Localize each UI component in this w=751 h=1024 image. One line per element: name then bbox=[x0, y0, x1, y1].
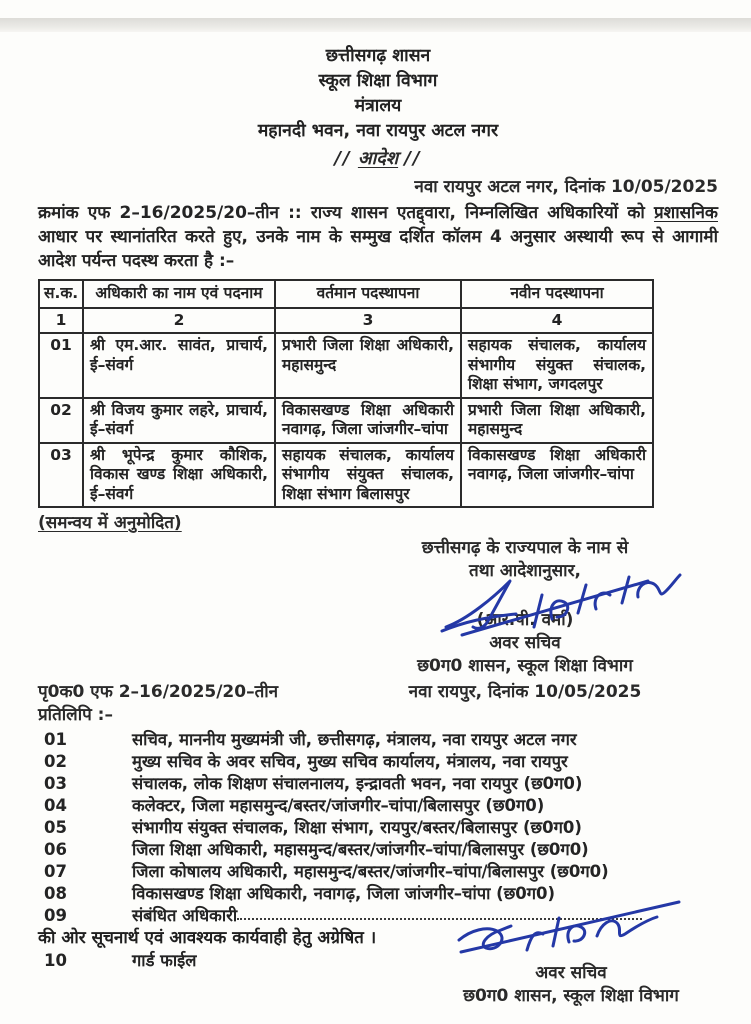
list-item: 04 कलेक्टर, जिला महासमुन्द/बस्तर/जांजगीर–चांपा/बिलासपुर (छ0ग0) bbox=[44, 796, 545, 815]
underlined-word: प्रशासनिक bbox=[653, 203, 718, 223]
authority-line-1: छत्तीसगढ़ के राज्यपाल के नाम से bbox=[421, 538, 629, 558]
table-row bbox=[39, 398, 653, 443]
header-new-posting: नवीन पदस्थापना bbox=[461, 280, 653, 308]
reference-number: क्रमांक एफ 2–16/2025/20–तीन :: bbox=[38, 203, 302, 223]
signature-block-2 bbox=[431, 888, 711, 1008]
signature-ink-2 bbox=[451, 888, 691, 966]
signatory-department: छ0ग0 शासन, स्कूल शिक्षा विभाग bbox=[463, 986, 679, 1006]
row-sno: 03 bbox=[39, 443, 83, 508]
row-new-posting: प्रभारी जिला शिक्षा अधिकारी, महासमुन्द bbox=[461, 398, 653, 443]
row-officer-name: श्री विजय कुमार लहरे, प्राचार्य, ई–संवर्ग bbox=[83, 398, 275, 443]
order-title: // आदेश // bbox=[334, 148, 422, 169]
signatory-department: छ0ग0 शासन, स्कूल शिक्षा विभाग bbox=[417, 656, 633, 676]
signatory-designation: अवर सचिव bbox=[489, 633, 561, 653]
department-name: स्कूल शिक्षा विभाग bbox=[318, 71, 438, 91]
list-item: 06 जिला शिक्षा अधिकारी, महासमुन्द/बस्तर/जांजगीर–चांपा/बिलासपुर (छ0ग0) bbox=[44, 840, 589, 859]
row-current-posting: सहायक संचालक, कार्यालय संभागीय संयुक्त संचालक, शिक्षा संभाग बिलासपुर bbox=[275, 443, 461, 508]
row-sno: 01 bbox=[39, 333, 83, 398]
list-item: 08 विकासखण्ड शिक्षा अधिकारी, नवागढ़, जिला जांजगीर–चांपा (छ0ग0) bbox=[44, 884, 556, 903]
list-item: 07 जिला कोषालय अधिकारी, महासमुन्द/बस्तर/जांजगीर–चांपा/बिलासपुर (छ0ग0) bbox=[44, 862, 609, 881]
list-item: 01 सचिव, माननीय मुख्यमंत्री जी, छत्तीसगढ़, मंत्रालय, नवा रायपुर अटल नगर bbox=[44, 730, 577, 749]
signature-place-date: नवा रायपुर, दिनांक 10/05/2025 bbox=[408, 682, 642, 702]
list-item: 10 गार्ड फाईल bbox=[44, 951, 197, 970]
endorsement-ref-number: पृ0क0 एफ 2–16/2025/20–तीन bbox=[38, 682, 279, 702]
ministry-name: मंत्रालय bbox=[354, 96, 402, 116]
row-new-posting: विकासखण्ड शिक्षा अधिकारी नवागढ़, जिला जांजगीर–चांपा bbox=[461, 443, 653, 508]
signature-block-1 bbox=[370, 537, 680, 678]
copy-to-label: प्रतिलिपि :– bbox=[38, 705, 113, 725]
column-number-row: 1 2 3 4 bbox=[39, 308, 653, 334]
order-body-paragraph: क्रमांक एफ 2–16/2025/20–तीन :: राज्य शासन एतद्द्वारा, निम्नलिखित अधिकारियों को प्रशासनिक आधार पर स्थानांतरित करते हुए, उनके नाम के सम्मुख दर्शित कॉलम 4 अनुसार अस्थायी रूप से आगामी आदेश पर्यन्त पदस्थ करता है :– bbox=[38, 203, 718, 271]
forward-note: की ओर सूचनार्थ एवं आवश्यक कार्यवाही हेतु अग्रेषित । bbox=[38, 928, 377, 948]
table-row bbox=[39, 333, 653, 398]
authority-line-2: तथा आदेशानुसार, bbox=[469, 561, 581, 581]
scan-artifact-band bbox=[0, 18, 751, 32]
header-current-posting: वर्तमान पदस्थापना bbox=[275, 280, 461, 308]
row-sno: 02 bbox=[39, 398, 83, 443]
row-officer-name: श्री भूपेन्द्र कुमार कौशिक, विकास खण्ड शिक्षा अधिकारी, ई–संवर्ग bbox=[83, 443, 275, 508]
address-line: महानदी भवन, नवा रायपुर अटल नगर bbox=[257, 121, 499, 141]
row-new-posting: सहायक संचालक, कार्यालय संभागीय संयुक्त संचालक, शिक्षा संभाग, जगदलपुर bbox=[461, 333, 653, 398]
list-item: 03 संचालक, लोक शिक्षण संचालनालय, इन्द्रावती भवन, नवा रायपुर (छ0ग0) bbox=[44, 774, 583, 793]
government-name: छत्तीसगढ़ शासन bbox=[325, 46, 431, 66]
row-current-posting: विकासखण्ड शिक्षा अधिकारी नवागढ़, जिला जांजगीर–चांपा bbox=[275, 398, 461, 443]
list-item: 09 संबंधित अधिकारी bbox=[38, 905, 718, 927]
list-item: 05 संभागीय संयुक्त संचालक, शिक्षा संभाग, रायपुर/बस्तर/बिलासपुर (छ0ग0) bbox=[44, 818, 582, 837]
coordination-approval-note: (समन्वय में अनुमोदित) bbox=[38, 513, 182, 533]
place-date-line: नवा रायपुर अटल नगर, दिनांक 10/05/2025 bbox=[414, 177, 718, 197]
transfer-order-table bbox=[38, 279, 654, 508]
table-row bbox=[39, 443, 653, 508]
signatory-name: (आर.पी. वर्मा) bbox=[476, 610, 574, 630]
list-item: 02 मुख्य सचिव के अवर सचिव, मुख्य सचिव कार्यालय, मंत्रालय, नवा रायपुर bbox=[44, 752, 568, 771]
header-officer-name: अधिकारी का नाम एवं पदनाम bbox=[83, 280, 275, 308]
row-current-posting: प्रभारी जिला शिक्षा अधिकारी, महासमुन्द bbox=[275, 333, 461, 398]
signatory-designation: अवर सचिव bbox=[535, 963, 607, 983]
table-header-row bbox=[39, 280, 653, 308]
row-officer-name: श्री एम.आर. सावंत, प्राचार्य, ई–संवर्ग bbox=[83, 333, 275, 398]
header-sno: स.क. bbox=[39, 280, 83, 308]
